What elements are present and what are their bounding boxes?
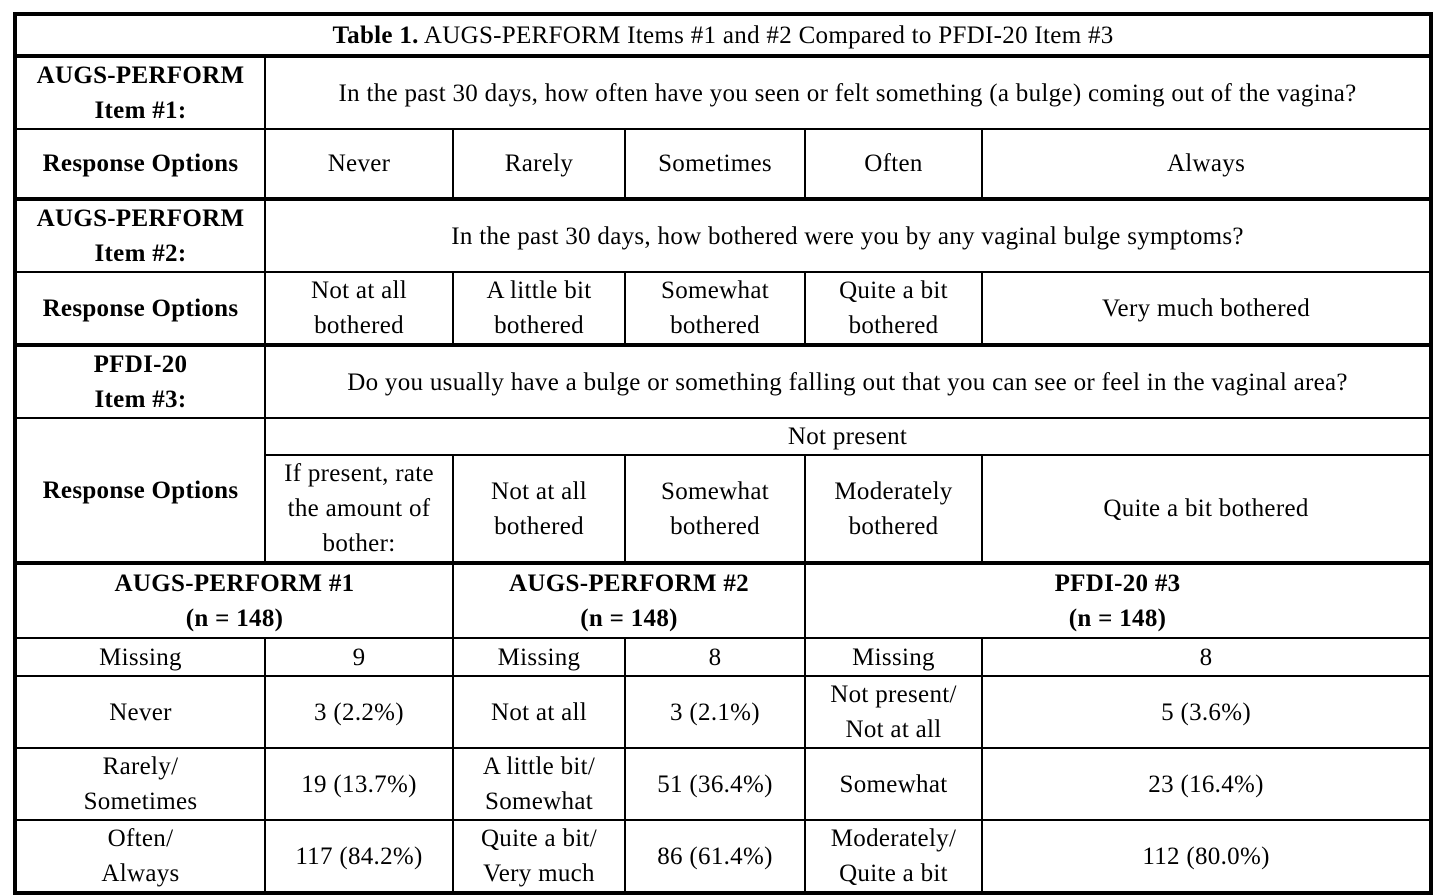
row-1-c2-value: 3 (2.1%) <box>625 676 805 748</box>
table-row <box>15 638 1431 676</box>
row-2-c2-label: A little bit/ Somewhat <box>453 748 625 820</box>
item3-not-present: Not present <box>265 418 1431 455</box>
item3-response-label: Response Options <box>15 418 265 563</box>
row-1-c1-value: 3 (2.2%) <box>265 676 453 748</box>
row-2-c3-label: Somewhat <box>805 748 982 820</box>
item3-label: PFDI-20 Item #3: <box>15 345 265 418</box>
item1-option-sometimes: Sometimes <box>625 129 805 199</box>
row-1-c3-label: Not present/ Not at all <box>805 676 982 748</box>
item1-question: In the past 30 days, how often have you seen or felt something (a bulge) coming out of the vagina? <box>265 56 1431 129</box>
table-title <box>15 14 1431 56</box>
item1-response-label: Response Options <box>15 129 265 199</box>
comparison-table <box>13 12 1433 895</box>
item2-option-3: Somewhat bothered <box>625 272 805 345</box>
row-3-c2-value: 86 (61.4%) <box>625 820 805 893</box>
item3-option-4: Moderately bothered <box>805 455 982 563</box>
item3-option-3: Somewhat bothered <box>625 455 805 563</box>
row-3-c1-label: Often/ Always <box>15 820 265 893</box>
item2-option-2: A little bit bothered <box>453 272 625 345</box>
row-3-c3-value: 112 (80.0%) <box>982 820 1431 893</box>
item1-option-often: Often <box>805 129 982 199</box>
table-container <box>13 12 1433 895</box>
item1-option-never: Never <box>265 129 453 199</box>
results-header-pfdi3: PFDI-20 #3 (n = 148) <box>805 563 1431 638</box>
row-2-c1-label: Rarely/ Sometimes <box>15 748 265 820</box>
item3-question: Do you usually have a bulge or something falling out that you can see or feel in the vaginal area? <box>265 345 1431 418</box>
table-row <box>15 676 1431 748</box>
item2-option-1: Not at all bothered <box>265 272 453 345</box>
table-title-rest: AUGS-PERFORM Items #1 and #2 Compared to PFDI-20 Item #3 <box>418 21 1114 49</box>
item2-label: AUGS-PERFORM Item #2: <box>15 199 265 272</box>
row-2-c2-value: 51 (36.4%) <box>625 748 805 820</box>
item1-label: AUGS-PERFORM Item #1: <box>15 56 265 129</box>
row-missing-c2-value: 8 <box>625 638 805 676</box>
results-header-augs1: AUGS-PERFORM #1 (n = 148) <box>15 563 453 638</box>
row-missing-c3-label: Missing <box>805 638 982 676</box>
table-title-bold: Table 1. <box>332 21 419 49</box>
row-1-c1-label: Never <box>15 676 265 748</box>
table-row <box>15 820 1431 893</box>
item1-option-rarely: Rarely <box>453 129 625 199</box>
item3-option-2: Not at all bothered <box>453 455 625 563</box>
item1-option-always: Always <box>982 129 1431 199</box>
item2-option-4: Quite a bit bothered <box>805 272 982 345</box>
item2-question: In the past 30 days, how bothered were you by any vaginal bulge symptoms? <box>265 199 1431 272</box>
row-3-c3-label: Moderately/ Quite a bit <box>805 820 982 893</box>
row-missing-c3-value: 8 <box>982 638 1431 676</box>
table-row <box>15 748 1431 820</box>
item2-response-label: Response Options <box>15 272 265 345</box>
row-1-c2-label: Not at all <box>453 676 625 748</box>
row-2-c3-value: 23 (16.4%) <box>982 748 1431 820</box>
row-1-c3-value: 5 (3.6%) <box>982 676 1431 748</box>
row-missing-c1-label: Missing <box>15 638 265 676</box>
row-3-c1-value: 117 (84.2%) <box>265 820 453 893</box>
row-missing-c1-value: 9 <box>265 638 453 676</box>
item3-option-5: Quite a bit bothered <box>982 455 1431 563</box>
row-2-c1-value: 19 (13.7%) <box>265 748 453 820</box>
item2-option-5: Very much bothered <box>982 272 1431 345</box>
row-3-c2-label: Quite a bit/ Very much <box>453 820 625 893</box>
row-missing-c2-label: Missing <box>453 638 625 676</box>
item3-option-1: If present, rate the amount of bother: <box>265 455 453 563</box>
results-header-augs2: AUGS-PERFORM #2 (n = 148) <box>453 563 805 638</box>
